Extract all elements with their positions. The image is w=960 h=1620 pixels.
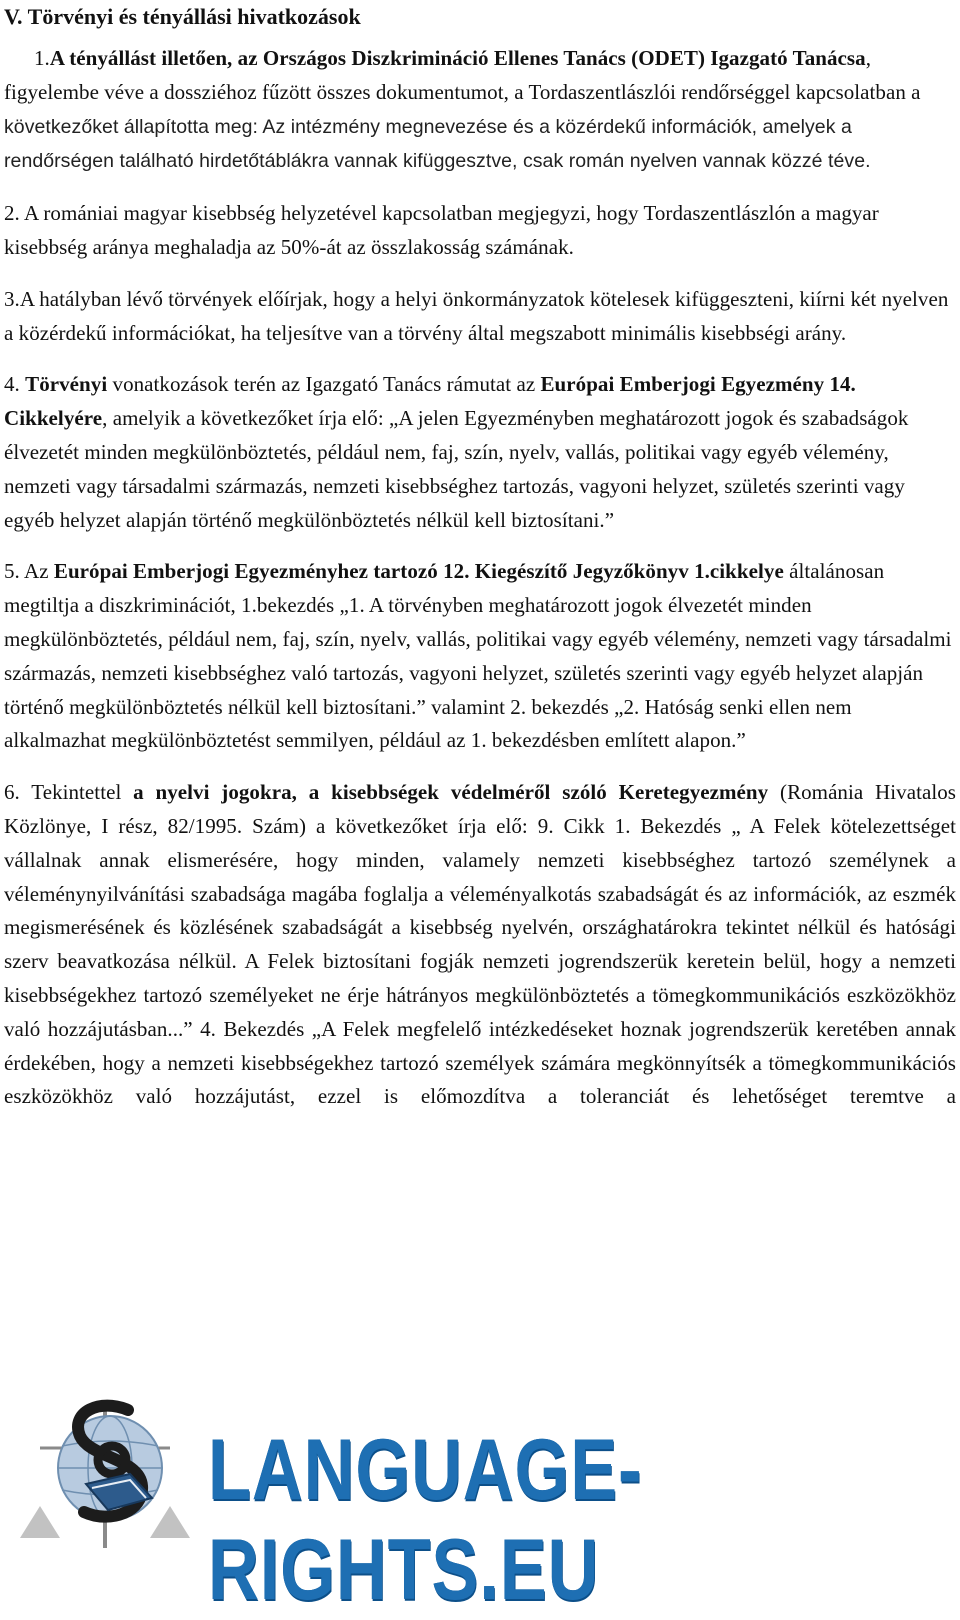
paragraph-6 [4, 776, 956, 1114]
paragraph-4-bold-2: Európai Emberjogi Egyezmény 14. Cikkelyére [4, 372, 856, 431]
section-heading: V. Törvényi és tényállási hivatkozások [4, 4, 361, 29]
paragraph-1-text: , figyelembe véve a dossziéhoz fűzött összes dokumentumot, a Tordaszentlászlói rendőrséggel kapcsolatban a [4, 46, 921, 104]
paragraph-4-bold-1: Törvényi [25, 372, 108, 397]
paragraph-4 [4, 368, 956, 537]
document-page [4, 0, 956, 1114]
paragraph-6-text: (Románia Hivatalos Közlönye, I rész, 82/1995. Szám) a következőket írja elő: 9. Cikk 1. Bekezdés „ A Felek kötelezettséget vállalnak annak elismerésére, hogy minden, valamely nemzeti kisebbséghez tartozó személynek a véleménynyilvánítási szabadsága magába foglalja a véleményalkotás szabadságát és az információk, az eszmék megismerésének és közlésének szabadságát a kisebbség nyelvén, országhatárokra tekintet nélkül és hatósági szerv beavatkozása nélkül. A Felek biztosítani fogják nemzeti jogrendszerük keretein belül, hogy a nemzeti kisebbségekhez tartozó személyeket ne érje hátrányos megkülönböztetés a tömegkommunikációs eszközökhöz való hozzájutásban...” 4. Bekezdés „A Felek megfelelő intézkedéseket hoznak jogrendszerük keretében annak érdekében, hogy a nemzeti kisebbségekhez tartozó személyek számára megkönnyítsék a tömegkommunikációs eszközökhöz való hozzájutást, ezzel is előmozdítva a toleranciát és lehetőséget teremtve a [4, 780, 956, 1109]
paragraph-2: 2. A romániai magyar kisebbség helyzetével kapcsolatban megjegyzi, hogy Tordaszentlászlón a magyar kisebbség aránya meghaladja az 50%-át az összlakosság számának. [4, 201, 879, 259]
paragraph-1-bold: A tényállást illetően, az Országos Diszkrimináció Ellenes Tanács (ODET) Igazgató Tanácsa [49, 46, 866, 70]
paragraph-1-number: 1. [34, 46, 50, 70]
paragraph-5-number: 5. Az [4, 559, 54, 584]
paragraph-3: 3.A hatályban lévő törvények előírjak, hogy a helyi önkormányzatok kötelesek kifüggeszteni, kiírni két nyelven a közérdekű információkat, ha teljesítve van a törvény által megszabott minimális kisebbségi arány. [4, 286, 949, 345]
paragraph-5-bold: Európai Emberjogi Egyezményhez tartozó 12. Kiegészítő Jegyzőkönyv 1.cikkelye [53, 559, 784, 584]
paragraph-6-number: 6. Tekintettel [4, 780, 134, 805]
emblem-icon [20, 1406, 190, 1548]
logo-wordmark: LANGUAGE-RIGHTS.EU [208, 1422, 643, 1618]
paragraph-4-number: 4. [4, 372, 26, 397]
paragraph-1-text-sans: következőket állapította meg: Az intézmény megnevezése és a közérdekű információk, amelyek a rendőrségen található hirdetőtáblákra vannak kifüggesztve, csak román nyelven vannak közzé téve. [4, 115, 871, 173]
paragraph-6-bold: a nyelvi jogokra, a kisebbségek védelméről szóló Keretegyezmény [133, 780, 769, 805]
paragraph-4-text-1: vonatkozások terén az Igazgató Tanács rámutat az [107, 372, 541, 397]
paragraph-5-text: általánosan megtiltja a diszkriminációt, 1.bekezdés „1. A törvényben meghatározott jogok élvezetét minden megkülönböztetés, például nem, faj, szín, nyelv, vallás, politikai vagy egyéb vélemény, nemzeti vagy társadalmi származás, nemzeti kisebbséghez való tartozás, vagyoni helyzet, születés szerinti vagy egyéb helyzet alapján történő megkülönböztetés nélkül kell biztosítani.” valamint 2. bekezdés „2. Hatóság senki ellen nem alkalmazhat megkülönböztetést semmilyen, például az 1. bekezdésben említett alapon.” [4, 559, 952, 753]
paragraph-4-text-2: , amelyik a következőket írja elő: „A jelen Egyezményben meghatározott jogok és szabadságok élvezetét minden megkülönböztetés, például nem, faj, szín, nyelv, vallás, politikai vagy egyéb vélemény, nemzeti vagy társadalmi származás, nemzeti kisebbséghez tartozás, vagyoni helyzet, születés szerinti vagy egyéb helyzet alapján történő megkülönböztetés nélkül kell biztosítani.” [4, 406, 909, 532]
paragraph-5 [4, 555, 956, 758]
paragraph-1 [4, 42, 956, 179]
